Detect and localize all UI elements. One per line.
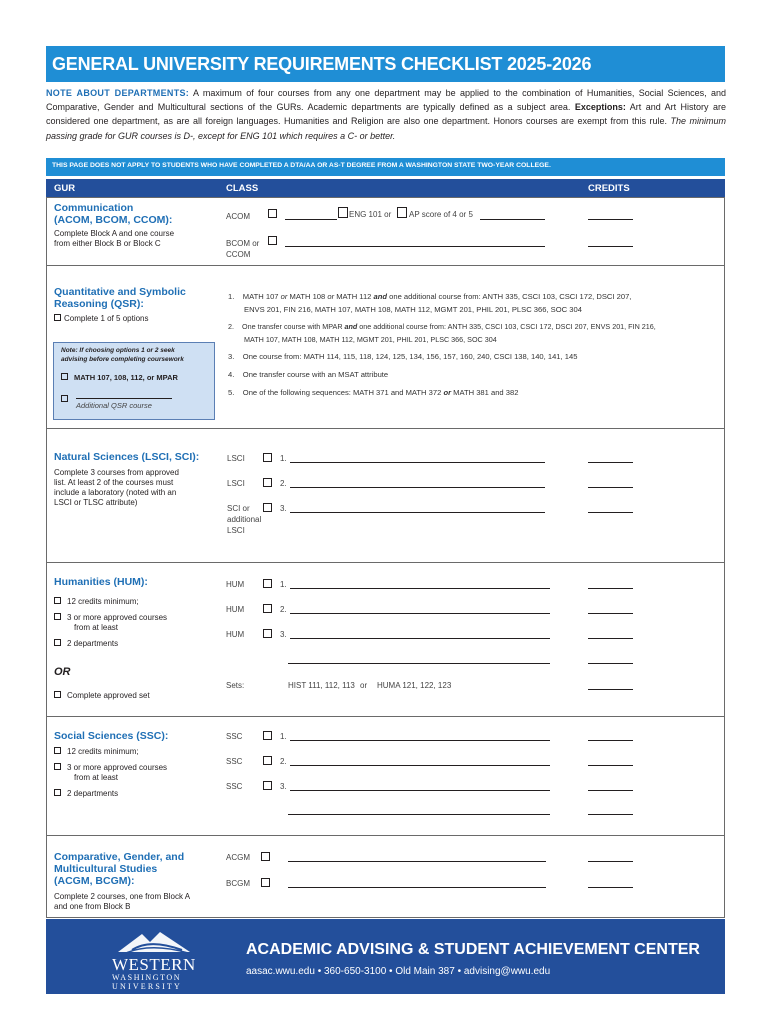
- communication-desc-line2: from either Block B or Block C: [54, 239, 161, 248]
- qsr-item-and: and: [373, 292, 388, 301]
- qsr-title: [54, 286, 186, 310]
- acgm-title-line3: (ACGM, BCGM):: [54, 875, 135, 887]
- qsr-item-or: or: [327, 292, 335, 301]
- qsr-additional-checkbox[interactable]: [61, 395, 68, 402]
- header-class: CLASS: [226, 183, 259, 194]
- ssc-req-text-line2: from at least: [74, 773, 119, 782]
- acom-credits[interactable]: [588, 219, 633, 220]
- ap-line[interactable]: [480, 219, 545, 220]
- ssc-row-3-number: 3.: [280, 782, 287, 791]
- nat-row-3-class-line1: SCI or: [227, 504, 250, 513]
- qsr-title-line1: Quantitative and Symbolic: [54, 286, 186, 298]
- note-text-2: Art and Art History are considered one department, as are all foreign languages. Humanities and Religion are also one department. Honors courses are exempt from this rule.: [46, 102, 726, 127]
- hum-set-checkbox[interactable]: [54, 691, 61, 698]
- acgm-title-line1: Comparative, Gender, and: [54, 851, 185, 863]
- nat-row-3-class: [227, 503, 261, 536]
- hum-extra-line[interactable]: [288, 663, 550, 664]
- ssc-row-2-line[interactable]: [290, 765, 550, 766]
- qsr-item-text: MATH 107: [242, 292, 281, 301]
- hum-req-1: [54, 597, 139, 607]
- note-head: NOTE ABOUT DEPARTMENTS:: [46, 88, 190, 98]
- ssc-row-1-checkbox[interactable]: [263, 731, 272, 740]
- acgm-line[interactable]: [288, 861, 546, 862]
- ssc-extra-credits[interactable]: [588, 814, 633, 815]
- nat-row-3-number: 3.: [280, 504, 287, 513]
- communication-title: [54, 202, 172, 226]
- natural-sciences-desc: [54, 468, 179, 508]
- qsr-item-text: MATH 112: [334, 292, 374, 301]
- hum-sets-or: or: [360, 681, 368, 690]
- section-divider: [46, 716, 725, 717]
- nat-row-3-class-line2: additional: [227, 515, 262, 524]
- nat-row-1-class: LSCI: [227, 454, 245, 463]
- qsr-item-text: MATH 381 and 382: [451, 388, 519, 397]
- qsr-item-text: One course from: MATH 114, 115, 118, 124, 125, 134, 156, 157, 160, 240, CSCI 138, 140, 141, 145: [242, 352, 578, 361]
- hum-row-1-class: HUM: [226, 580, 245, 589]
- bcom-checkbox[interactable]: [268, 236, 277, 245]
- hum-req-3: [54, 639, 118, 649]
- hum-row-2-credits[interactable]: [588, 613, 633, 614]
- qsr-additional-row: [61, 389, 68, 407]
- ssc-row-2-number: 2.: [280, 757, 287, 766]
- hum-req-2: [54, 613, 167, 633]
- hum-row-3-line[interactable]: [290, 638, 550, 639]
- qsr-item-number: 2.: [228, 322, 234, 331]
- page-title: GENERAL UNIVERSITY REQUIREMENTS CHECKLIST 2025-2026: [52, 54, 592, 74]
- qsr-item-number: 4.: [228, 370, 235, 379]
- acgm-title: [54, 851, 184, 887]
- ssc-extra-line[interactable]: [288, 814, 550, 815]
- social-sciences-title: Social Sciences (SSC):: [54, 730, 169, 742]
- ccom-label-text: CCOM: [226, 250, 251, 259]
- nat-row-2-credits[interactable]: [588, 487, 633, 488]
- qsr-item-5: [228, 386, 518, 399]
- qsr-item-1: [228, 290, 708, 316]
- qsr-item-4: [228, 368, 388, 381]
- ssc-row-3-class: SSC: [226, 782, 243, 791]
- hum-set-text: Complete approved set: [67, 691, 150, 700]
- bcgm-checkbox[interactable]: [261, 878, 270, 887]
- hum-row-1-credits[interactable]: [588, 588, 633, 589]
- hum-req-text-line2: from at least: [74, 623, 119, 632]
- qsr-item-text: one additional course from: ANTH 335, CSCI 103, CSCI 172, DSCI 207, ENVS 201, FIN 216,: [357, 322, 656, 331]
- nat-row-1-credits[interactable]: [588, 462, 633, 463]
- acgm-title-line2: Multicultural Studies: [54, 863, 158, 875]
- hum-sets-1: HIST 111, 112, 113: [288, 681, 355, 690]
- nat-row-3-checkbox[interactable]: [263, 503, 272, 512]
- qsr-note-line2: advising before completing coursework: [61, 356, 184, 363]
- qsr-additional-label: Additional QSR course: [76, 401, 152, 410]
- acgm-desc-line2: and one from Block B: [54, 902, 131, 911]
- ssc-req-text: 2 departments: [67, 789, 119, 798]
- ssc-req-1: [54, 747, 139, 757]
- acom-label: ACOM: [226, 212, 250, 221]
- exceptions-label: Exceptions:: [574, 102, 626, 113]
- ap-label: AP score of 4 or 5: [409, 210, 473, 219]
- hum-sets-label: Sets:: [226, 681, 245, 690]
- hum-row-3-checkbox[interactable]: [263, 629, 272, 638]
- ap-checkbox[interactable]: [397, 207, 407, 218]
- qsr-note-line1: Note: If choosing options 1 or 2 seek: [61, 347, 175, 354]
- acom-checkbox[interactable]: [268, 209, 277, 218]
- ssc-req-2: [54, 763, 167, 783]
- qsr-item-text: one additional course from: ANTH 335, CSCI 103, CSCI 172, DSCI 207,: [387, 292, 632, 301]
- acom-course-line[interactable]: [285, 219, 337, 220]
- logo-university: UNIVERSITY: [112, 982, 182, 991]
- section-divider: [46, 265, 725, 266]
- hum-row-2-line[interactable]: [290, 613, 550, 614]
- nat-row-1-number: 1.: [280, 454, 287, 463]
- qsr-item-and: and: [344, 322, 358, 331]
- natural-sciences-title: Natural Sciences (LSCI, SCI):: [54, 451, 200, 463]
- ssc-req-checkbox[interactable]: [54, 789, 61, 796]
- hum-req-text: 2 departments: [67, 639, 119, 648]
- bcgm-row-class: BCGM: [226, 879, 250, 888]
- note-text-1: A maximum of four courses from any one department may be applied to the combination of Humanities, Social Sciences, and Comparative, Gender and Multicultural sections of the GURs. Academic departments are typically defined as a subject area.: [46, 88, 726, 113]
- communication-desc-line1: Complete Block A and one course: [54, 229, 175, 238]
- ssc-row-3-credits[interactable]: [588, 790, 633, 791]
- section-divider: [46, 835, 725, 836]
- qsr-item-2: [228, 320, 718, 346]
- acgm-credits[interactable]: [588, 861, 633, 862]
- qsr-item-number: 5.: [228, 388, 235, 397]
- bcgm-line[interactable]: [288, 887, 546, 888]
- acgm-row-class: ACGM: [226, 853, 250, 862]
- note-italic: The minimum passing grade for GUR courses is D-, except for ENG 101 which requires a C- or better.: [46, 116, 726, 141]
- qsr-option: [54, 314, 149, 324]
- nat-row-1-checkbox[interactable]: [263, 453, 272, 462]
- eng101-checkbox[interactable]: [338, 207, 348, 218]
- qsr-item-text: One transfer course with an MSAT attribute: [242, 370, 389, 379]
- qsr-title-line2: Reasoning (QSR):: [54, 298, 144, 310]
- hum-row-2-checkbox[interactable]: [263, 604, 272, 613]
- bcom-course-line[interactable]: [285, 246, 545, 247]
- hum-req-checkbox[interactable]: [54, 639, 61, 646]
- nat-desc-line: include a laboratory (noted with an: [54, 488, 177, 497]
- ssc-row-2-class: SSC: [226, 757, 243, 766]
- ssc-row-3-line[interactable]: [290, 790, 550, 791]
- bcom-label-text: BCOM or: [226, 239, 260, 248]
- qsr-item-or: or: [443, 388, 452, 397]
- section-divider: [46, 562, 725, 563]
- nat-row-2-number: 2.: [280, 479, 287, 488]
- hum-set-option: [54, 691, 150, 701]
- nat-row-3-credits[interactable]: [588, 512, 633, 513]
- hum-row-1-line[interactable]: [290, 588, 550, 589]
- acgm-desc-line1: Complete 2 courses, one from Block A: [54, 892, 191, 901]
- hum-or: OR: [54, 666, 71, 678]
- qsr-additional-line[interactable]: [76, 398, 172, 399]
- ssc-row-1-number: 1.: [280, 732, 287, 741]
- ssc-row-1-credits[interactable]: [588, 740, 633, 741]
- qsr-math-checkbox[interactable]: [61, 373, 68, 380]
- nat-row-2-class: LSCI: [227, 479, 245, 488]
- footer-contact[interactable]: aasac.wwu.edu • 360-650-3100 • Old Main 387 • advising@wwu.edu: [246, 966, 551, 977]
- hum-row-3-credits[interactable]: [588, 638, 633, 639]
- qsr-note: [61, 346, 184, 364]
- acgm-checkbox[interactable]: [261, 852, 270, 861]
- ssc-req-checkbox[interactable]: [54, 747, 61, 754]
- ssc-req-checkbox[interactable]: [54, 763, 61, 770]
- nat-row-2-line[interactable]: [290, 487, 545, 488]
- nat-desc-line: LSCI or TLSC attribute): [54, 498, 138, 507]
- ssc-row-2-credits[interactable]: [588, 765, 633, 766]
- hum-row-2-class: HUM: [226, 605, 245, 614]
- nat-row-3-line[interactable]: [290, 512, 545, 513]
- ssc-row-1-class: SSC: [226, 732, 243, 741]
- communication-desc: [54, 229, 174, 249]
- qsr-item-text-line2: MATH 107, MATH 108, MATH 112, MGMT 201, PHIL 201, PLSC 366, SOC 304: [244, 335, 497, 344]
- hum-sets-credits[interactable]: [588, 689, 633, 690]
- nat-desc-line: list. At least 2 of the courses must: [54, 478, 174, 487]
- bcom-label: [226, 238, 259, 260]
- hum-row-1-number: 1.: [280, 580, 287, 589]
- header-credits: CREDITS: [588, 183, 630, 194]
- hum-req-checkbox[interactable]: [54, 597, 61, 604]
- header-gur: GUR: [54, 183, 76, 194]
- logo-washington: WASHINGTON: [112, 973, 182, 982]
- nat-desc-line: Complete 3 courses from approved: [54, 468, 179, 477]
- hum-req-checkbox[interactable]: [54, 613, 61, 620]
- qsr-item-number: 3.: [228, 352, 235, 361]
- qsr-item-or: or: [280, 292, 288, 301]
- communication-title-line1: Communication: [54, 202, 134, 214]
- qsr-item-3: [228, 350, 577, 363]
- warning-text: THIS PAGE DOES NOT APPLY TO STUDENTS WHO HAVE COMPLETED A DTA/AA OR AS-T DEGREE FROM A WASHINGTON STATE TWO-YEAR COLLEGE.: [52, 162, 551, 169]
- ssc-row-2-checkbox[interactable]: [263, 756, 272, 765]
- nat-row-1-line[interactable]: [290, 462, 545, 463]
- bcom-credits[interactable]: [588, 246, 633, 247]
- ssc-row-3-checkbox[interactable]: [263, 781, 272, 790]
- qsr-item-text: One of the following sequences: MATH 371 and MATH 372: [242, 388, 444, 397]
- hum-req-text: 3 or more approved courses: [67, 613, 168, 622]
- wwu-logo-icon: [112, 928, 196, 956]
- acgm-desc: [54, 892, 190, 912]
- ssc-req-text: 3 or more approved courses: [67, 763, 168, 772]
- logo-western: WESTERN: [112, 955, 196, 974]
- departments-note: [46, 86, 726, 143]
- footer-title: ACADEMIC ADVISING & STUDENT ACHIEVEMENT CENTER: [246, 941, 700, 958]
- hum-sets-2: HUMA 121, 122, 123: [377, 681, 452, 690]
- hum-req-text: 12 credits minimum;: [67, 597, 139, 606]
- ssc-row-1-line[interactable]: [290, 740, 550, 741]
- ssc-req-text: 12 credits minimum;: [67, 747, 139, 756]
- communication-title-line2: (ACOM, BCOM, CCOM):: [54, 214, 173, 226]
- bcgm-credits[interactable]: [588, 887, 633, 888]
- qsr-item-number: 1.: [228, 292, 235, 301]
- humanities-title: Humanities (HUM):: [54, 576, 148, 588]
- section-divider: [46, 428, 725, 429]
- eng101-label: ENG 101 or: [349, 210, 392, 219]
- qsr-item-text: MATH 108: [287, 292, 328, 301]
- hum-row-3-number: 3.: [280, 630, 287, 639]
- hum-row-2-number: 2.: [280, 605, 287, 614]
- qsr-math-option: [61, 373, 178, 382]
- hum-row-3-class: HUM: [226, 630, 245, 639]
- qsr-math-text: MATH 107, 108, 112, or MPAR: [74, 373, 178, 382]
- hum-extra-credits[interactable]: [588, 663, 633, 664]
- hum-row-1-checkbox[interactable]: [263, 579, 272, 588]
- ssc-req-3: [54, 789, 118, 799]
- qsr-option-checkbox[interactable]: [54, 314, 61, 321]
- nat-row-2-checkbox[interactable]: [263, 478, 272, 487]
- nat-row-3-class-line3: LSCI: [227, 526, 245, 535]
- qsr-option-text: Complete 1 of 5 options: [64, 314, 149, 323]
- qsr-item-text-line2: ENVS 201, FIN 216, MATH 107, MATH 108, MATH 112, MGMT 201, PHIL 201, PLSC 366, SOC 304: [244, 305, 582, 314]
- qsr-item-text: One transfer course with MPAR: [242, 322, 345, 331]
